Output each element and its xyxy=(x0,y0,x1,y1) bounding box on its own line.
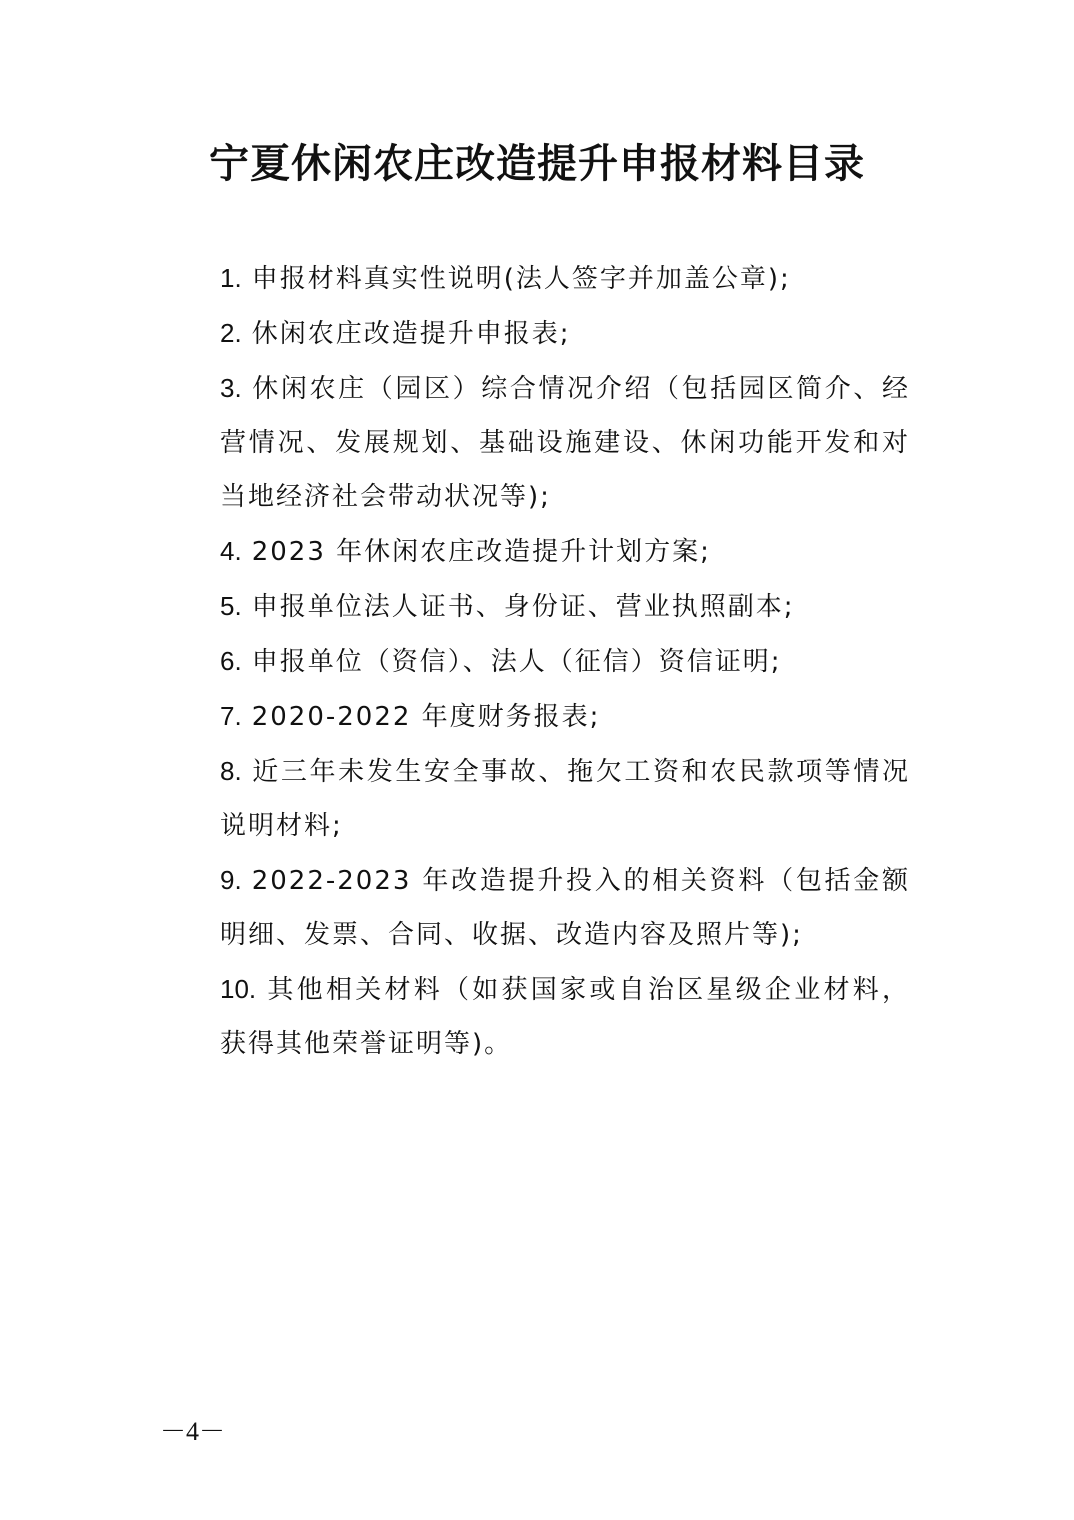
list-item xyxy=(220,579,910,634)
item-text: 休闲农庄（园区）综合情况介绍（包括园区简介、经营情况、发展规划、基础设施建设、休闲功能开发和对当地经济社会带动状况等); xyxy=(220,374,910,512)
item-text: 2020-2022 年度财务报表; xyxy=(251,702,601,732)
list-item xyxy=(220,853,910,962)
item-number: 10. xyxy=(220,974,257,1004)
item-text: 其他相关材料（如获国家或自治区星级企业材料，获得其他荣誉证明等)。 xyxy=(220,975,910,1059)
list-item xyxy=(220,689,910,744)
item-number: 1. xyxy=(220,263,242,293)
item-number: 3. xyxy=(220,373,242,403)
list-item xyxy=(220,306,910,361)
item-number: 2. xyxy=(220,318,242,348)
list-item xyxy=(220,251,910,306)
materials-list xyxy=(220,251,910,1071)
item-text: 申报单位法人证书、身份证、营业执照副本; xyxy=(251,592,795,622)
item-text: 2022-2023 年改造提升投入的相关资料（包括金额明细、发票、合同、收据、改造内容及照片等); xyxy=(220,866,910,950)
list-item xyxy=(220,962,910,1071)
item-number: 8. xyxy=(220,756,242,786)
item-number: 9. xyxy=(220,865,242,895)
list-item xyxy=(220,524,910,579)
list-item xyxy=(220,744,910,853)
item-number: 4. xyxy=(220,536,242,566)
item-number: 6. xyxy=(220,646,242,676)
list-item xyxy=(220,634,910,689)
page-number: －4－ xyxy=(160,1417,226,1446)
list-item xyxy=(220,361,910,524)
item-text: 休闲农庄改造提升申报表; xyxy=(251,319,571,349)
document-title: 宁夏休闲农庄改造提升申报材料目录 xyxy=(209,140,865,187)
item-text: 申报单位（资信）、法人（征信）资信证明; xyxy=(251,647,782,677)
item-text: 近三年未发生安全事故、拖欠工资和农民款项等情况说明材料; xyxy=(220,757,910,841)
item-number: 7. xyxy=(220,701,242,731)
item-number: 5. xyxy=(220,591,242,621)
item-text: 申报材料真实性说明(法人签字并加盖公章); xyxy=(251,264,791,294)
item-text: 2023 年休闲农庄改造提升计划方案; xyxy=(251,537,711,567)
